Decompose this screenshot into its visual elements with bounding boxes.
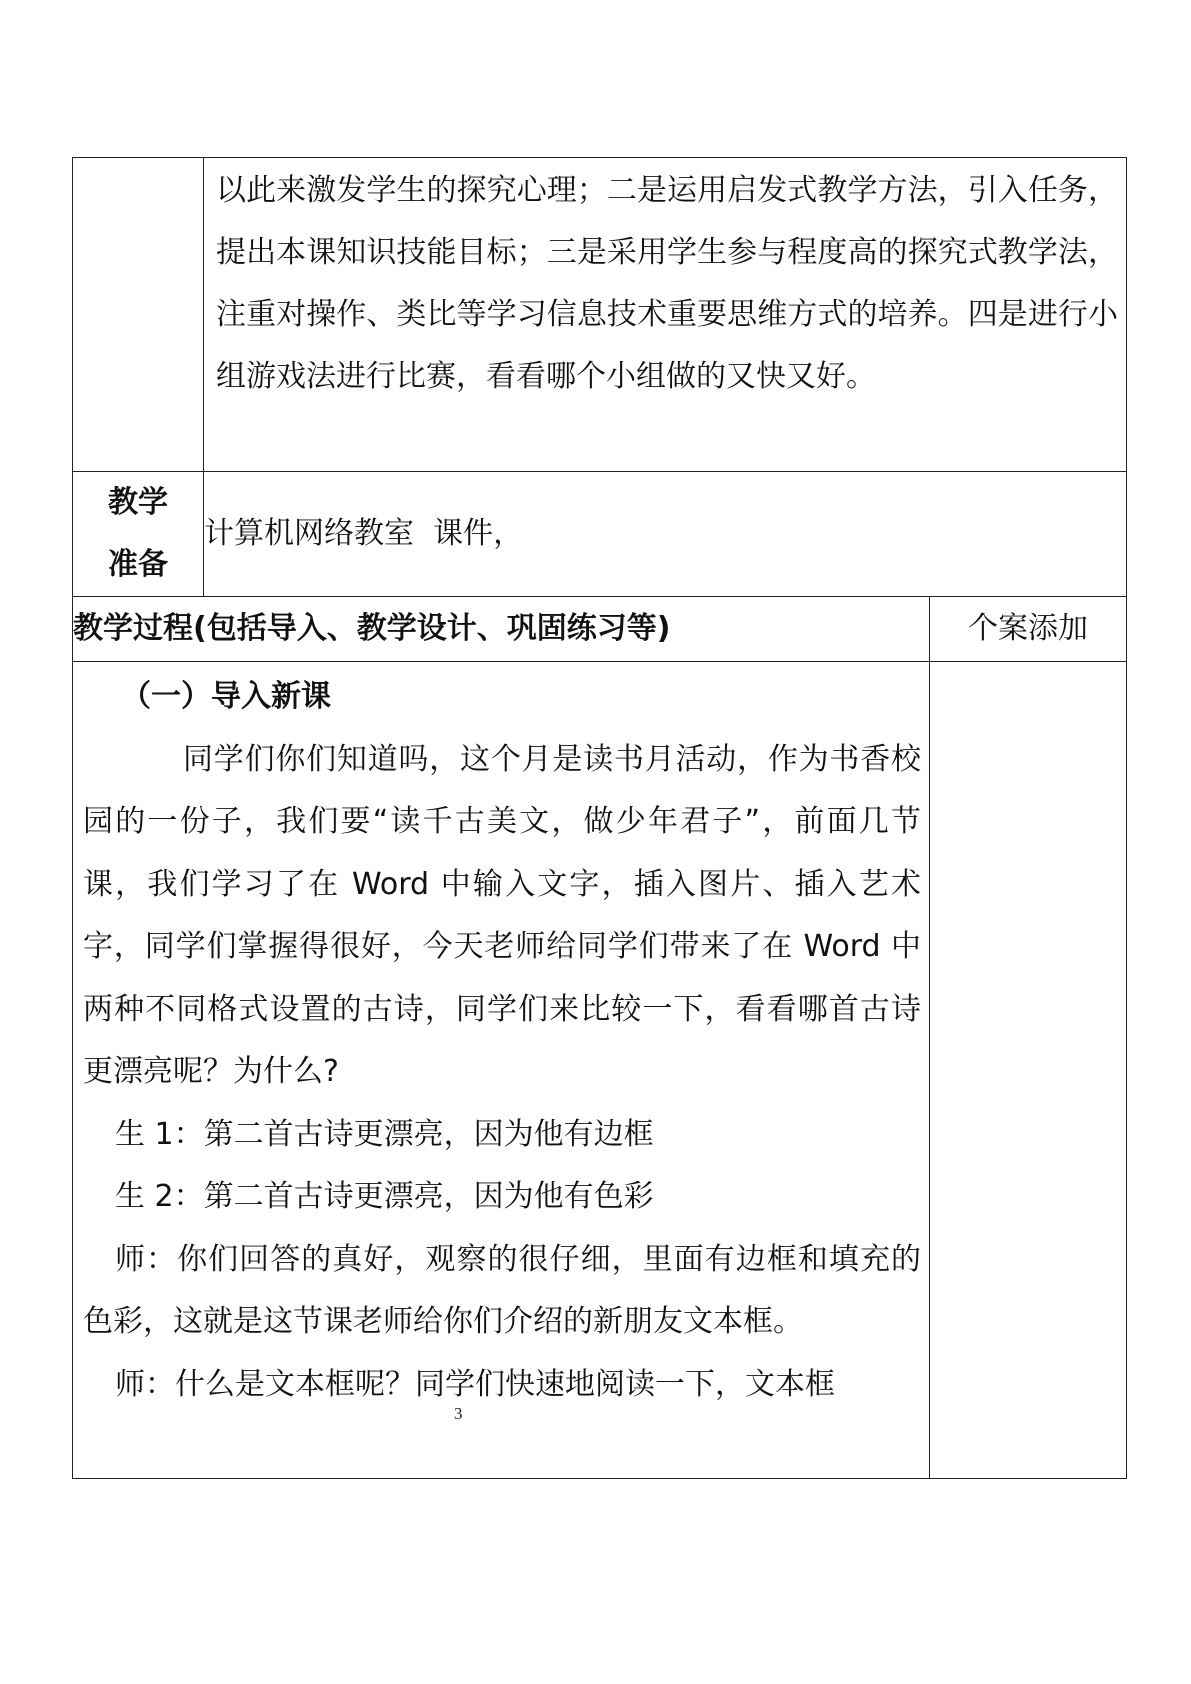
lesson-plan-table — [72, 157, 1127, 1479]
process-header-side: 个案添加 — [930, 597, 1127, 662]
preparation-row — [73, 472, 1127, 597]
page-number: 3 — [454, 1404, 463, 1423]
teacher1-paragraph — [83, 1229, 921, 1354]
section-title: （一）导入新课 — [121, 679, 331, 714]
process-body — [73, 662, 929, 1478]
teacher1-text: 师：你们回答的真好，观察的很仔细，里面有边框和填充的色彩，这就是这节课老师给你们介绍的新朋友文本框。 — [83, 1241, 921, 1339]
preparation-content-text: 计算机网络教室 课件， — [204, 516, 524, 551]
preparation-label — [73, 472, 204, 597]
process-header-title: 教学过程(包括导入、教学设计、巩固练习等) — [73, 597, 930, 662]
process-content-cell — [73, 662, 930, 1479]
preparation-label-line2: 准备 — [108, 547, 168, 582]
teacher2-line: 师：什么是文本框呢？同学们快速地阅读一下，文本框 — [115, 1366, 835, 1402]
methods-cell — [204, 158, 1127, 472]
process-row — [73, 662, 1127, 1479]
preparation-content — [204, 472, 1127, 597]
intro-paragraph: 同学们你们知道吗，这个月是读书月活动，作为书香校园的一份子，我们要“读千古美文，做少年君子”，前面几节课，我们学习了在 Word 中输入文字，插入图片、插入艺术字，同学们掌握得很好，今天老师给同学们带来了在 Word 中两种不同格式设置的古诗，同学们来比较一下，看看哪首古诗更漂亮呢？为什么? — [83, 741, 921, 1089]
process-header-row — [73, 597, 1127, 662]
preparation-label-line1: 教学 — [108, 485, 168, 520]
student2-line: 生 2：第二首古诗更漂亮，因为他有色彩 — [115, 1179, 654, 1214]
student1-line: 生 1：第二首古诗更漂亮，因为他有边框 — [115, 1116, 654, 1152]
methods-text: 以此来激发学生的探究心理；二是运用启发式教学方法，引入任务，提出本课知识技能目标；三是采用学生参与程度高的探究式教学法，注重对操作、类比等学习信息技术重要思维方式的培养。四是进行小组游戏法进行比赛，看看哪个小组做的又快又好。 — [216, 173, 1118, 394]
empty-label-cell — [73, 158, 204, 472]
teaching-methods-row — [73, 158, 1127, 472]
case-addition-cell — [930, 662, 1127, 1479]
